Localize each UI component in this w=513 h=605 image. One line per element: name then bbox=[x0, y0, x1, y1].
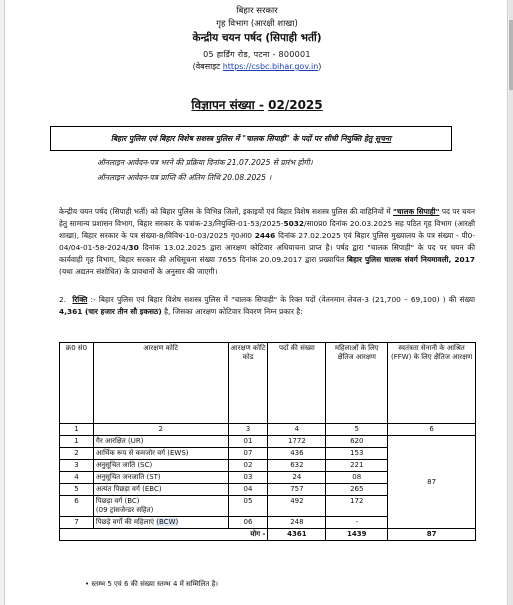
cell-code: 01 bbox=[228, 436, 268, 448]
cell-posts: 436 bbox=[268, 448, 326, 460]
para1-text-5: दिनांक 13.02.2025 द्वारा आरक्षण कोटिवार अधियाचना प्राप्त है। पर्षद द्वारा "चालक सिपाही" के पद पर चयन की कार्यवाही गृह विभाग, बिहार सरकार की अधिसूचना संख्या 7655 दिनांक 20.09.2017 द्वारा प्रख्यापित bbox=[59, 243, 475, 265]
cell-women: 221 bbox=[326, 460, 388, 472]
category-note: (09 ट्रांसजेन्डर सहित) bbox=[95, 506, 154, 514]
office-address: 05 हार्डिंग रोड, पटना - 800001 bbox=[203, 50, 311, 59]
para1-text-4: दिनांक 27.02.2025 एवं बिहार पुलिस मुख्यालय के पत्र संख्या - पी0-04/04-01-58-2024/ bbox=[59, 231, 475, 253]
cell-sn: 3 bbox=[60, 460, 94, 472]
total-women: 1439 bbox=[326, 529, 388, 541]
govt-name: बिहार सरकार bbox=[236, 6, 278, 16]
cell-women: 620 bbox=[326, 436, 388, 448]
para1-letter-no-1: 5032 bbox=[283, 219, 305, 229]
cell-code: 06 bbox=[228, 517, 268, 529]
vacancy-table bbox=[59, 342, 476, 541]
cell-posts: 492 bbox=[268, 496, 326, 517]
cell-category bbox=[93, 496, 228, 517]
notice-post: "चालक सिपाही" bbox=[242, 134, 290, 143]
cell-women: 08 bbox=[326, 472, 388, 484]
cell-sn: 6 bbox=[60, 496, 94, 517]
cell-category bbox=[93, 517, 228, 529]
cell-women: - bbox=[326, 517, 388, 529]
para1-post: "चालक सिपाही" bbox=[393, 207, 440, 216]
cell-sn: 7 bbox=[60, 517, 94, 529]
total-posts: 4361 bbox=[268, 529, 326, 541]
table-total-row bbox=[60, 529, 476, 541]
advertisement-title bbox=[5, 96, 509, 113]
para1-text-3: /सा0प्र0 दिनांक 20.03.2025 सह पठित गृह विभाग (आरक्षी शाखा), बिहार सरकार के पत्र संख्या-8/विविध-10-03/2025 गृ0आ0 bbox=[59, 219, 475, 241]
advertisement-number: 02/2025 bbox=[268, 98, 323, 112]
category-label: पिछड़े वर्गों की महिलाएं bbox=[95, 518, 155, 526]
cell-sn: 1 bbox=[60, 436, 94, 448]
vertical-scrollbar[interactable] bbox=[509, 0, 513, 605]
para1-rules-name: बिहार पुलिस चालक संवर्ग नियमावली, 2017 bbox=[346, 255, 475, 265]
cell-women: 265 bbox=[326, 484, 388, 496]
table-row bbox=[60, 436, 476, 448]
header-category: आरक्षण कोटि bbox=[93, 343, 228, 424]
cell-code: 02 bbox=[228, 460, 268, 472]
website-label: (वेबसाइट bbox=[192, 62, 221, 71]
notice-text-a: बिहार पुलिस एवं बिहार विशेष सशस्त्र पुलिस में bbox=[110, 134, 243, 143]
col-number: 1 bbox=[60, 424, 94, 436]
website-line bbox=[5, 61, 509, 72]
cell-code: 04 bbox=[228, 484, 268, 496]
cell-posts: 1772 bbox=[268, 436, 326, 448]
para2-text-2: है, जिसका आरक्षण कोटिवार विवरण निम्न प्रकार है: bbox=[161, 307, 303, 317]
para2-total: 4,361 (चार हजार तीन सौ इकसठ) bbox=[59, 307, 162, 317]
website-link[interactable]: https://csbc.bihar.gov.in bbox=[222, 62, 319, 71]
cell-category: आर्थिक रूप से कमजोर वर्ग (EWS) bbox=[93, 448, 228, 460]
col-number: 5 bbox=[326, 424, 388, 436]
para1-text-1: केन्द्रीय चयन पर्षद (सिपाही भर्ती) को बिहार पुलिस के विभिन्न जिलों, इकाइयों एवं बिहार विशेष सशस्त्र पुलिस की वाहिनियों में bbox=[59, 207, 393, 216]
cell-women: 172 bbox=[326, 496, 388, 517]
department-name: गृह विभाग (आरक्षी शाखा) bbox=[216, 19, 298, 29]
cell-posts: 632 bbox=[268, 460, 326, 472]
cell-category: गैर आरक्षित (UR) bbox=[93, 436, 228, 448]
header-ffw: स्वतंत्रता सेनानी के आश्रित (FFW) के लिए क्षैतिज आरक्षण bbox=[388, 343, 476, 424]
table-footnote: • स्तम्भ 5 एवं 6 की संख्या स्तम्भ 4 में सम्मिलित है। bbox=[85, 580, 219, 588]
cell-category: अत्यंत पिछड़ा वर्ग (EBC) bbox=[93, 484, 228, 496]
advertisement-label: विज्ञापन संख्या - bbox=[191, 98, 264, 112]
para2-text-1: :- बिहार पुलिस एवं बिहार विशेष सशस्त्र पुलिस में "चालक सिपाही" के रिक्त पदों (वेतनमान लेवल-3 (21,700 – 69,100) ) की संख्या bbox=[87, 295, 476, 304]
para2-number: 2. bbox=[59, 295, 67, 304]
total-ffw: 87 bbox=[388, 529, 476, 541]
start-date-line: ऑनलाइन आवेदन-पत्र भरने की प्रक्रिया दिनांक 21.07.2025 से प्रारंभ होगी। bbox=[97, 158, 313, 167]
website-close: ) bbox=[318, 62, 322, 71]
cell-posts: 24 bbox=[268, 472, 326, 484]
table-header-row bbox=[60, 343, 476, 424]
header-women: महिलाओं के लिए क्षैतिज आरक्षण bbox=[326, 343, 388, 424]
board-name: केन्द्रीय चयन पर्षद (सिपाही भर्ती) bbox=[192, 32, 322, 44]
cell-sn: 4 bbox=[60, 472, 94, 484]
col-number: 4 bbox=[268, 424, 326, 436]
document-page bbox=[4, 0, 508, 605]
cell-women: 153 bbox=[326, 448, 388, 460]
para1-letter-no-2: 2446 bbox=[254, 231, 276, 241]
notice-word: सूचना bbox=[374, 134, 392, 143]
category-tag-highlight: (BCW) bbox=[156, 518, 179, 526]
cell-sn: 5 bbox=[60, 484, 94, 496]
col-number: 2 bbox=[93, 424, 228, 436]
cell-category: अनुसूचित जाति (SC) bbox=[93, 460, 228, 472]
header-sn: क्र0 सं0 bbox=[60, 343, 94, 424]
para1-text-6: (यथा अद्यतन संशोधित) के प्रावधानों के अनुसार की जाएगी। bbox=[59, 267, 218, 277]
vacancy-paragraph bbox=[59, 294, 475, 318]
header-posts: पदों की संख्या bbox=[268, 343, 326, 424]
cell-category: अनुसूचित जनजाति (ST) bbox=[93, 472, 228, 484]
end-date-line: ऑनलाइन आवेदन-पत्र प्राप्ति की अंतिम तिथि 20.08.2025 । bbox=[97, 173, 272, 182]
cell-posts: 757 bbox=[268, 484, 326, 496]
notice-text-b: के पदों पर सीधी नियुक्ति हेतु bbox=[289, 134, 375, 143]
col-number: 6 bbox=[388, 424, 476, 436]
notice-box bbox=[50, 126, 452, 151]
para2-label: रिक्ति bbox=[72, 295, 88, 304]
cell-code: 05 bbox=[228, 496, 268, 517]
cell-ffw: 87 bbox=[388, 436, 476, 529]
cell-code: 03 bbox=[228, 472, 268, 484]
cell-sn: 2 bbox=[60, 448, 94, 460]
total-label: योग - bbox=[60, 529, 268, 541]
cell-code: 07 bbox=[228, 448, 268, 460]
para1-letter-no-3: 30 bbox=[128, 243, 139, 253]
scrollbar-thumb[interactable] bbox=[509, 20, 513, 90]
table-column-numbers bbox=[60, 424, 476, 436]
header-code: आरक्षण कोटि कोड bbox=[228, 343, 268, 424]
para1-text-2: पद पर चयन हेतु सामान्य प्रशासन विभाग, बिहार सरकार के पत्रांक-23/नियुक्ति-01-53/2025- bbox=[59, 207, 475, 229]
col-number: 3 bbox=[228, 424, 268, 436]
intro-paragraph bbox=[59, 206, 475, 279]
category-label: पिछड़ा वर्ग (BC) bbox=[95, 497, 140, 505]
cell-posts: 248 bbox=[268, 517, 326, 529]
